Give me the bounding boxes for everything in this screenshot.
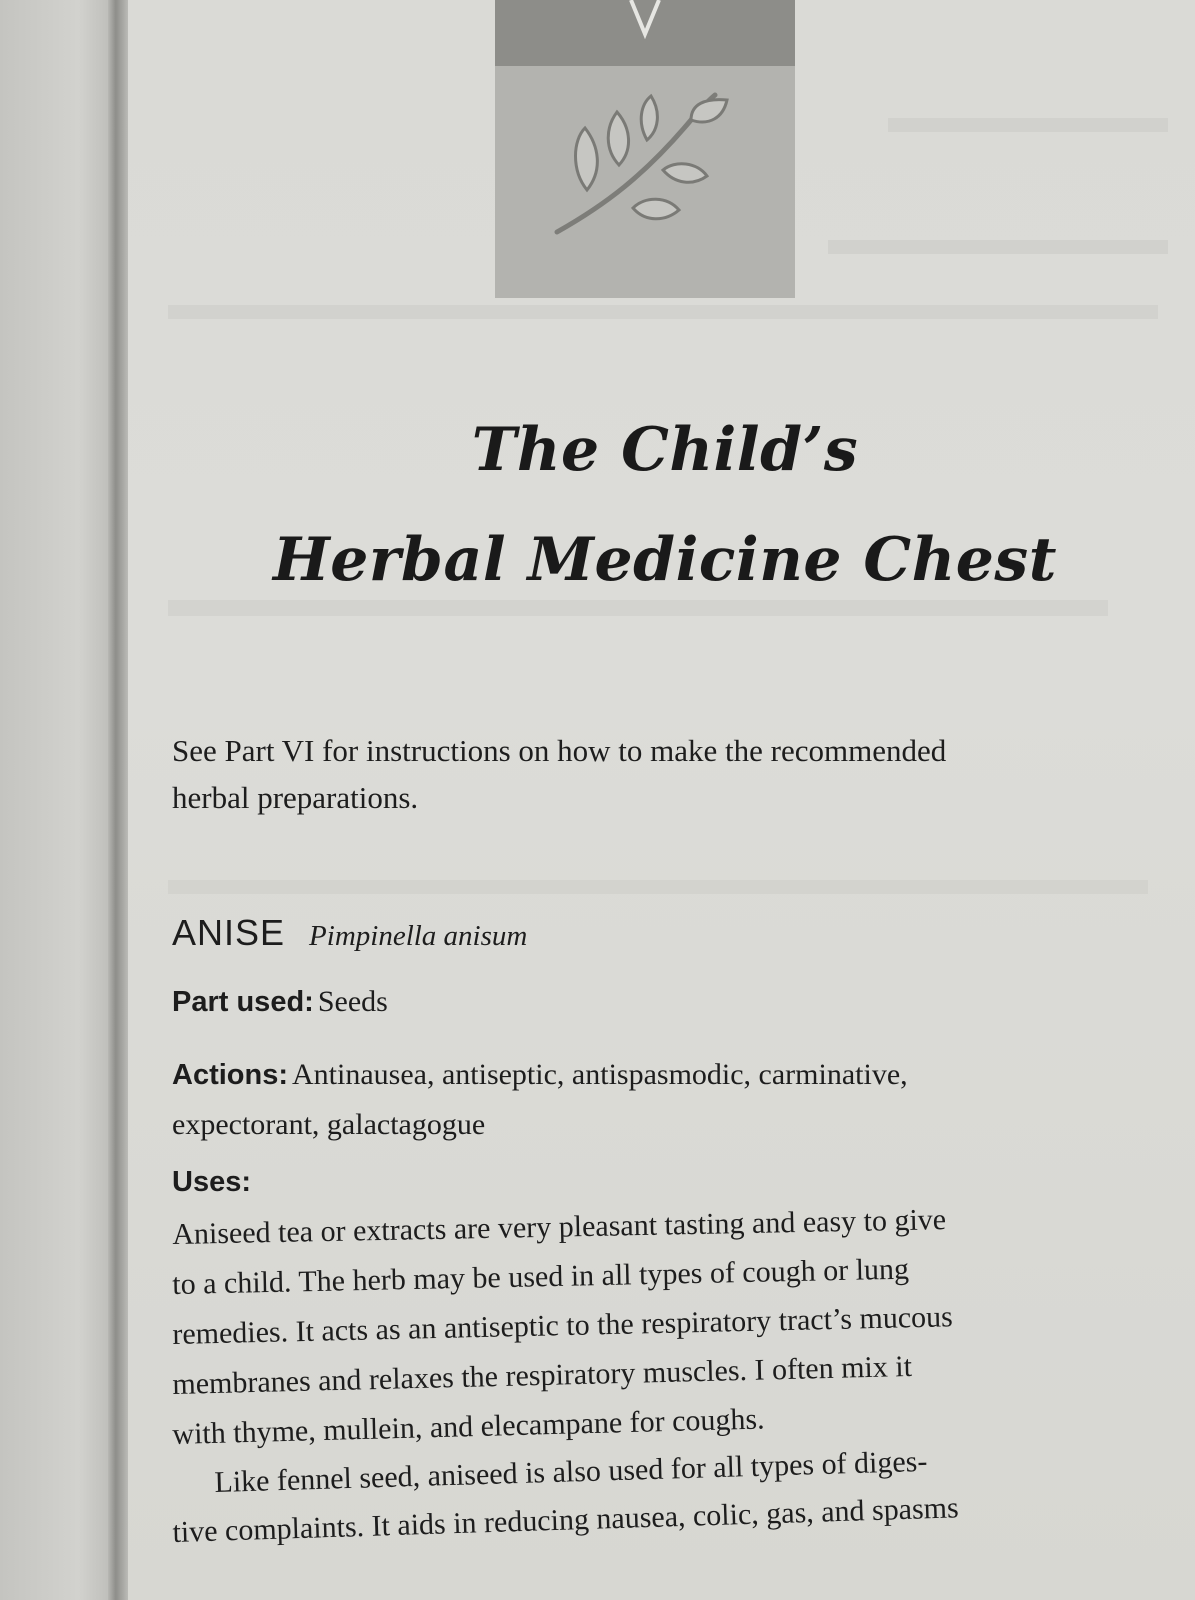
uses-line: with thyme, mullein, and elecampane for coughs.: [172, 1402, 765, 1451]
uses-line: Like fennel seed, aniseed is also used for all types of diges-: [214, 1444, 928, 1499]
part-used-row: [172, 985, 388, 1019]
intro-line-1: See Part VI for instructions on how to make the recommended: [172, 733, 947, 768]
chapter-title-line-1: The Child’s: [471, 415, 859, 485]
uses-label: Uses:: [172, 1166, 251, 1198]
herb-name: ANISE: [172, 912, 286, 953]
actions-row: [172, 1058, 908, 1092]
leafy-sprig-icon: [495, 0, 795, 298]
show-through-line: [168, 600, 1108, 616]
uses-line: Aniseed tea or extracts are very pleasant tasting and easy to give: [172, 1203, 947, 1251]
show-through-line: [168, 305, 1158, 319]
show-through-line: [828, 240, 1168, 254]
part-used-label: Part used:: [172, 986, 314, 1018]
actions-value-line-1: Antinausea, antiseptic, antispasmodic, carminative,: [292, 1058, 908, 1091]
herb-entry-heading: [172, 912, 527, 954]
actions-value-line-2: expectorant, galactagogue: [172, 1108, 486, 1141]
chapter-ornament: [495, 0, 795, 298]
book-gutter: [108, 0, 130, 1600]
left-page-edge: [0, 0, 112, 1600]
intro-line-2: herbal preparations.: [172, 780, 419, 815]
book-page: [128, 0, 1195, 1600]
herb-latin-name: Pimpinella anisum: [309, 920, 528, 952]
show-through-line: [888, 118, 1168, 132]
show-through-line: [168, 880, 1148, 894]
actions-label: Actions:: [172, 1059, 288, 1091]
uses-line: tive complaints. It aids in reducing nausea, colic, gas, and spasms: [172, 1491, 960, 1549]
uses-line: remedies. It acts as an antiseptic to the respiratory tract’s mucous: [172, 1300, 954, 1351]
part-used-value: Seeds: [317, 985, 388, 1018]
uses-line: membranes and relaxes the respiratory muscles. I often mix it: [172, 1349, 913, 1401]
uses-line: to a child. The herb may be used in all types of cough or lung: [172, 1252, 910, 1301]
chapter-title-line-2: Herbal Medicine Chest: [273, 525, 1057, 595]
